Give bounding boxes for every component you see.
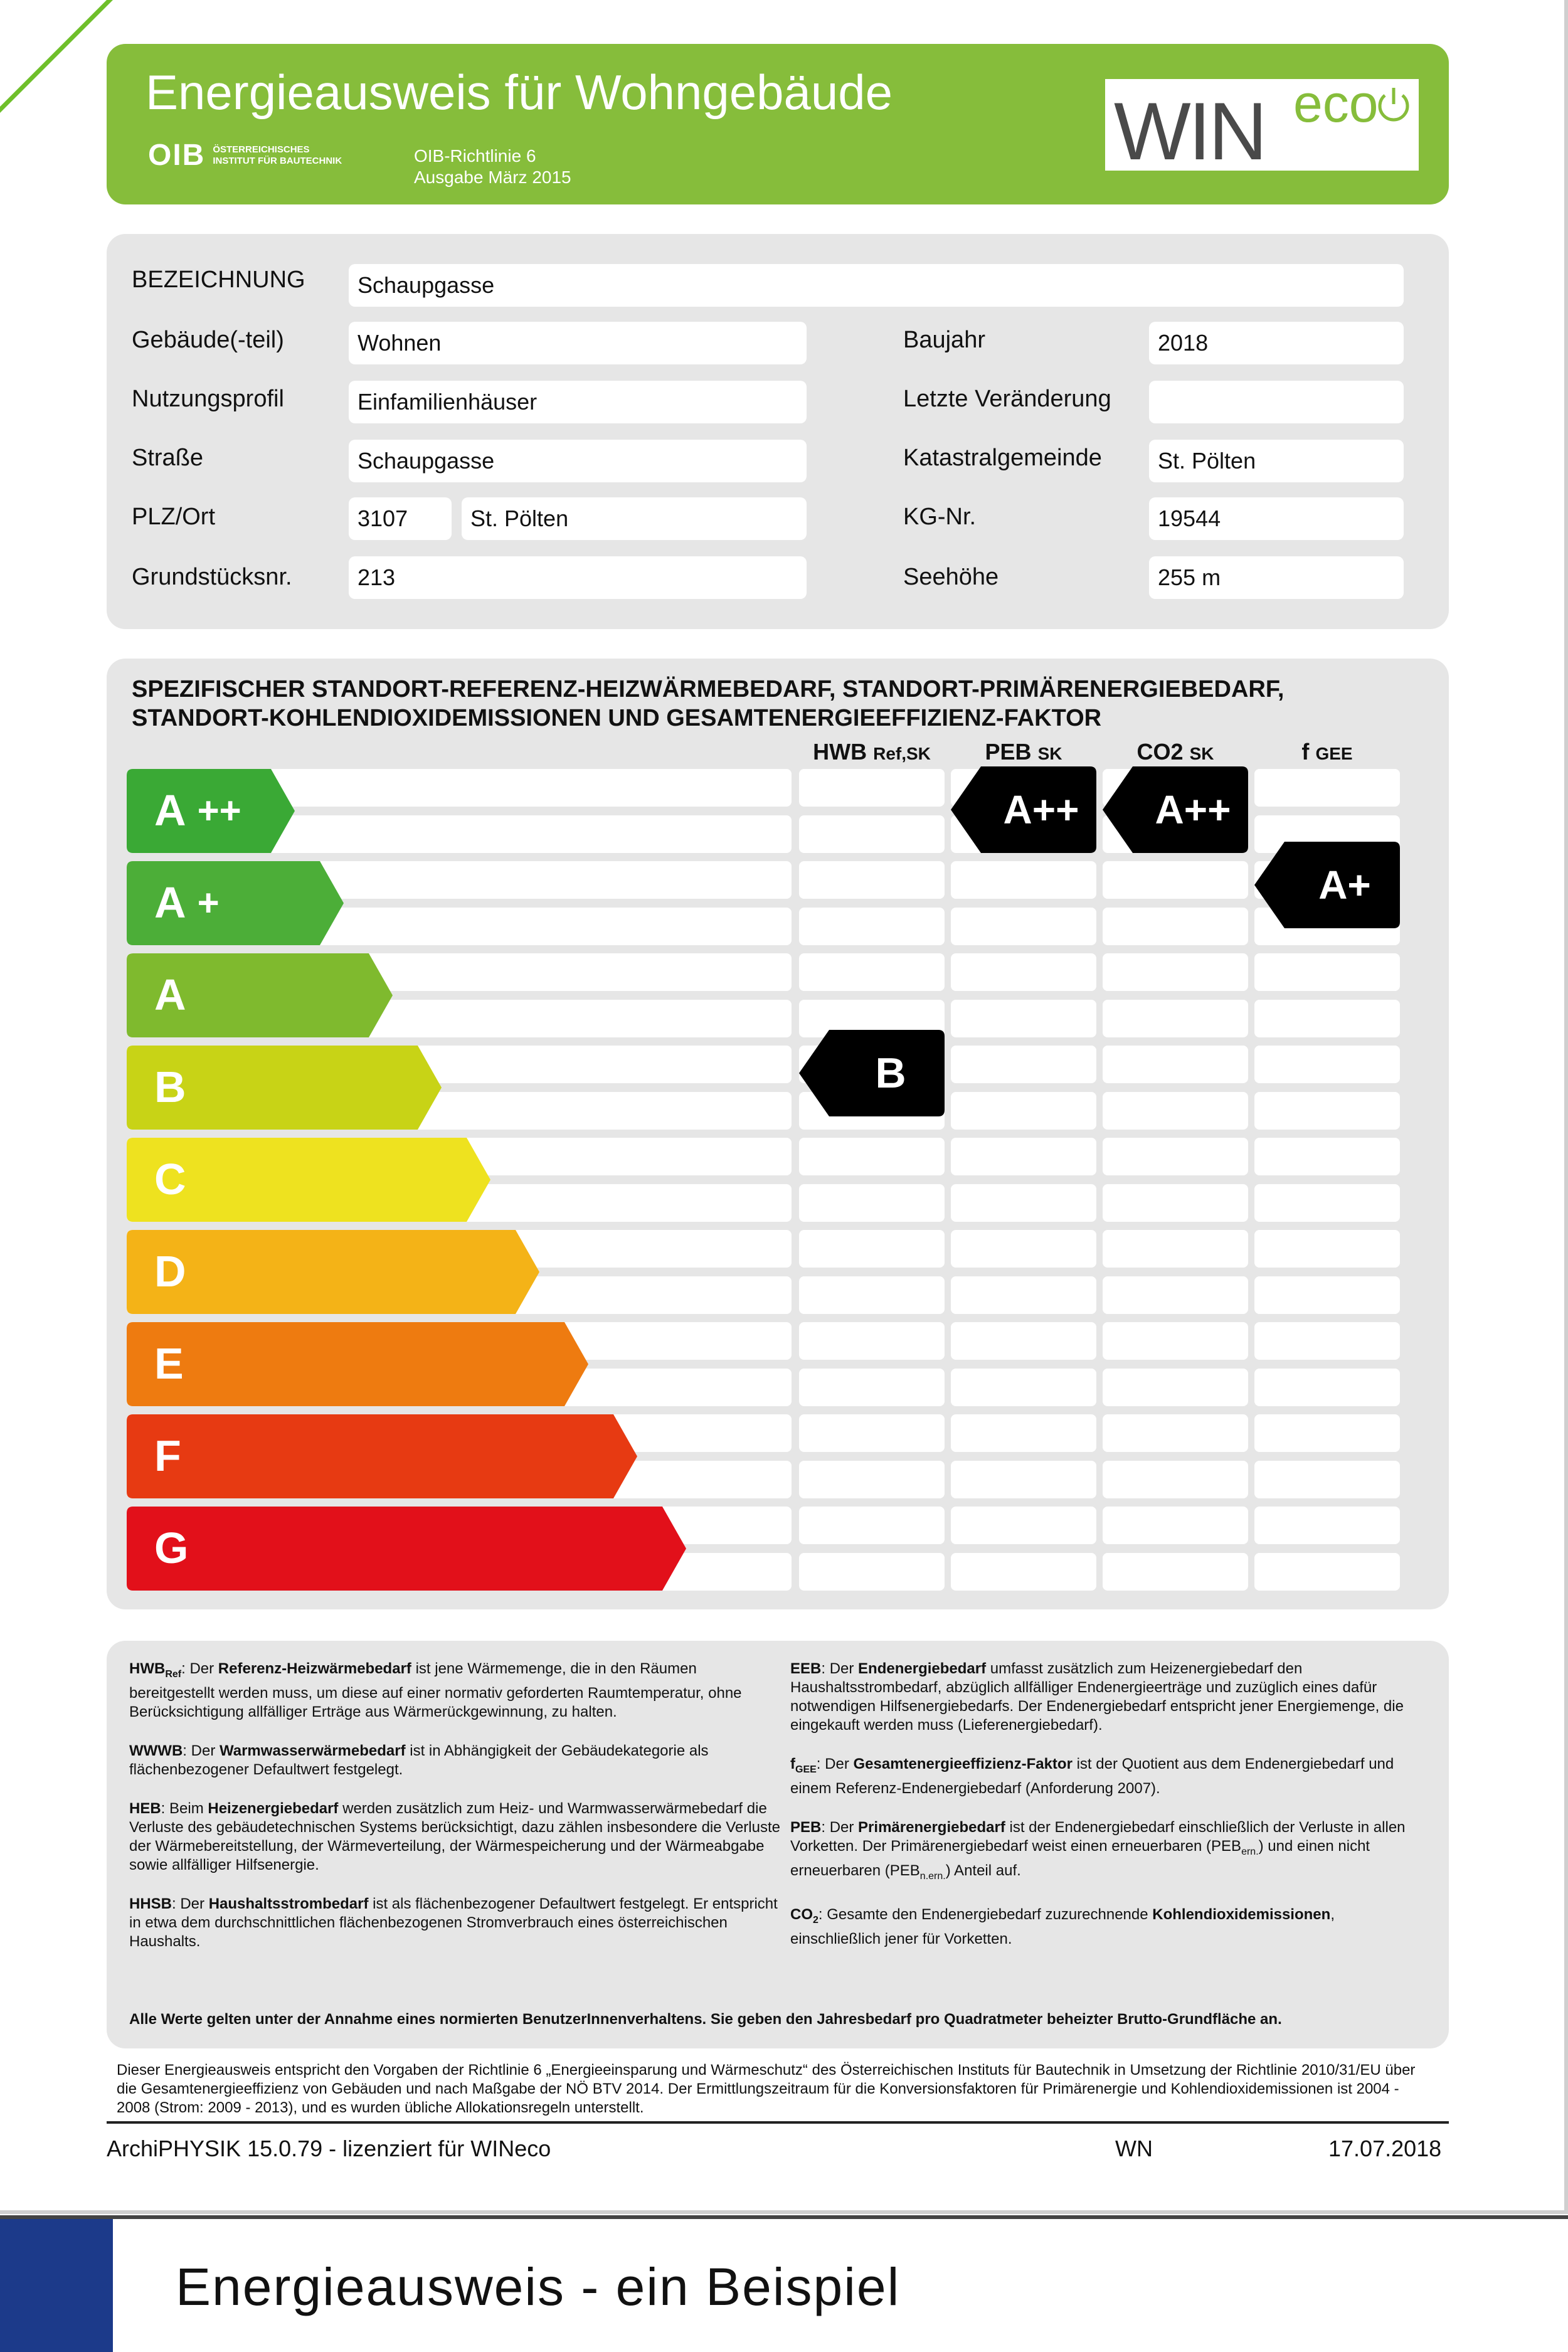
def-co2 [790, 1905, 1424, 1949]
class-label [127, 1230, 198, 1313]
class-label [127, 1322, 195, 1405]
grid-cell-co2 [1103, 1230, 1248, 1268]
col-peb-label: PEB [985, 739, 1032, 765]
col-co2-sub: SK [1189, 744, 1214, 763]
rating-hwb: B [875, 1049, 906, 1097]
page-title: Energieausweis für Wohngebäude [146, 65, 893, 120]
oib-logo [148, 138, 342, 172]
definitions-panel [107, 1641, 1449, 2048]
def-co2-text: , einschließlich jener für Vorketten. [790, 1906, 1335, 1948]
def-hwb-abbr: HWB [129, 1660, 166, 1677]
definitions-left [129, 1660, 781, 1971]
class-letter: B [154, 1062, 186, 1111]
def-fgee [790, 1755, 1424, 1798]
def-fgee-pre: : Der [816, 1756, 854, 1772]
class-bar-shape [127, 1414, 637, 1498]
class-label [127, 1138, 198, 1221]
def-co2-abbr-sub: 2 [813, 1915, 818, 1926]
grid-cell-fgee [1254, 1414, 1400, 1452]
label-seehoehe: Seehöhe [903, 564, 999, 590]
grid-cell-peb [951, 1322, 1096, 1360]
def-peb-pre: : Der [821, 1818, 859, 1836]
guideline-name: OIB-Richtlinie 6 [414, 146, 536, 166]
footer-software: ArchiPHYSIK 15.0.79 - lizenziert für WINeco [107, 2136, 551, 2161]
def-heb-abbr: HEB [129, 1799, 161, 1817]
caption-title: Energieausweis - ein Beispiel [176, 2257, 901, 2316]
def-co2-pre: : Gesamte den Endenergiebedarf zuzurechnende [818, 1906, 1153, 1924]
rating-co2: A++ [1155, 787, 1231, 832]
grid-cell-co2 [1103, 953, 1248, 991]
rating-marker-co2 [1103, 766, 1248, 853]
class-letter: C [154, 1155, 186, 1204]
grid-cell-hwb [799, 1461, 945, 1498]
grid-cell-hwb [799, 1138, 945, 1175]
grid-cell-fgee [1254, 1000, 1400, 1037]
rating-peb: A++ [1003, 787, 1079, 832]
def-wwwb-bold: Warmwasserwärmebedarf [219, 1742, 406, 1759]
class-label [127, 1414, 193, 1497]
col-header-co2 [1103, 739, 1248, 765]
oib-mark: OIB [148, 139, 206, 172]
grid-cell-co2 [1103, 861, 1248, 899]
def-hhsb [129, 1895, 781, 1951]
grid-cell-fgee [1254, 1230, 1400, 1268]
col-header-hwb [799, 739, 945, 765]
grid-cell-hwb [799, 953, 945, 991]
grid-cell-co2 [1103, 1369, 1248, 1406]
field-kg[interactable]: 19544 [1149, 497, 1404, 540]
guideline-info [414, 146, 571, 188]
def-peb-sub-2: n.ern. [919, 1870, 946, 1882]
col-f-label: f [1301, 739, 1310, 765]
class-bar-7 [127, 1414, 638, 1498]
definitions-right [790, 1660, 1424, 1969]
label-nutzung: Nutzungsprofil [132, 386, 284, 412]
grid-cell-fgee [1254, 1046, 1400, 1083]
field-baujahr[interactable]: 2018 [1149, 322, 1404, 364]
scale-title [132, 675, 1284, 733]
def-heb-bold: Heizenergiebedarf [208, 1799, 339, 1817]
col-co2-label: CO2 [1136, 739, 1184, 765]
col-f-sub: GEE [1315, 744, 1353, 763]
class-letter: D [154, 1247, 186, 1296]
oib-line-2: INSTITUT FÜR BAUTECHNIK [213, 155, 342, 166]
label-gebaeude: Gebäude(-teil) [132, 327, 284, 353]
grid-cell-hwb [799, 1276, 945, 1314]
field-veraenderung[interactable] [1149, 381, 1404, 423]
field-bezeichnung[interactable]: Schaupgasse [349, 264, 1404, 307]
field-plz[interactable]: 3107 [349, 497, 452, 540]
def-peb-text-2: ) und einen nicht erneuerbaren (PEB [790, 1837, 1370, 1879]
grid-cell-hwb [799, 1230, 945, 1268]
def-heb-text: werden zusätzlich zum Heiz- und Warmwasserwärmebedarf die Verluste des gebäudetechnischen Systems berücksichtigt, dazu zählen insbesondere die Verluste der Wärmebereitstellung, der Wärmeverteilung, der Wärmespeicherung und der Wärmeabgabe sowie allfälliger Hilfsenergie. [129, 1799, 780, 1873]
def-peb-text-1: ist der Endenergiebedarf einschließlich der Verluste in allen Vorketten. Der Primärenergiebedarf weist einen erneuerbaren (PEB [790, 1818, 1406, 1855]
def-eeb-text: umfasst zusätzlich zum Heizenergiebedarf den Haushaltsstrombedarf, abzüglich allfälliger Endenergieerträge und zuzüglich eines dafür notwendigen Hilfsenergiebedarfs. Der Endenergiebedarf entspricht jener Energiemenge, die eingekauft werden muss (Lieferenergiebedarf). [790, 1660, 1404, 1734]
efficiency-scale-panel [107, 659, 1449, 1609]
rating-marker-hwb [799, 1030, 945, 1116]
label-plz: PLZ/Ort [132, 504, 216, 530]
grid-cell-hwb [799, 908, 945, 945]
class-letter: A [154, 878, 186, 927]
field-ort[interactable]: St. Pölten [462, 497, 807, 540]
grid-cell-peb [951, 1138, 1096, 1175]
grid-cell-co2 [1103, 1461, 1248, 1498]
def-hhsb-text: ist als flächenbezogener Defaultwert festgelegt. Er entspricht in etwa dem durchschnittlichen flächenbezogenen Stromverbrauch eines österreichischen Haushalts. [129, 1895, 778, 1950]
grid-cell-peb [951, 1369, 1096, 1406]
def-hhsb-pre: : Der [172, 1895, 209, 1912]
class-bar-6 [127, 1322, 590, 1406]
def-eeb [790, 1660, 1424, 1735]
scale-title-line-1: SPEZIFISCHER STANDORT-REFERENZ-HEIZWÄRMEBEDARF, STANDORT-PRIMÄRENERGIEBEDARF, [132, 676, 1285, 702]
grid-cell-fgee [1254, 1184, 1400, 1222]
class-letter: A [154, 970, 186, 1019]
logo-win-text: WIN [1114, 85, 1265, 177]
def-hwb-pre: : Der [181, 1660, 218, 1677]
def-co2-abbr: CO [790, 1906, 813, 1924]
def-eeb-abbr: EEB [790, 1660, 822, 1677]
grid-cell-hwb [799, 815, 945, 853]
def-fgee-abbr: f [790, 1756, 795, 1772]
label-strasse: Straße [132, 445, 204, 471]
grid-cell-hwb [799, 769, 945, 807]
grid-cell-hwb [799, 1184, 945, 1222]
def-wwwb-abbr: WWWB [129, 1742, 183, 1759]
grid-cell-co2 [1103, 1553, 1248, 1591]
grid-cell-fgee [1254, 1138, 1400, 1175]
def-hwb-abbr-sub: Ref [165, 1668, 182, 1680]
class-label [127, 861, 220, 944]
grid-cell-fgee [1254, 1322, 1400, 1360]
grid-cell-co2 [1103, 1092, 1248, 1130]
field-nutzung[interactable]: Einfamilienhäuser [349, 381, 807, 423]
power-icon [1376, 87, 1411, 124]
class-label [127, 769, 241, 852]
field-seehoehe[interactable]: 255 m [1149, 556, 1404, 599]
label-kataster: Katastralgemeinde [903, 445, 1102, 471]
grid-cell-hwb [799, 1322, 945, 1360]
class-letter: F [154, 1431, 181, 1480]
def-co2-bold: Kohlendioxidemissionen [1152, 1906, 1331, 1924]
grid-cell-peb [951, 1046, 1096, 1083]
col-peb-sub: SK [1037, 744, 1062, 763]
caption-accent [0, 2219, 113, 2352]
def-heb-pre: : Beim [161, 1799, 208, 1817]
def-peb-text-3: ) Anteil auf. [945, 1862, 1021, 1879]
class-letter: G [154, 1523, 189, 1572]
oib-line-1: ÖSTERREICHISCHES [213, 144, 310, 155]
grid-cell-fgee [1254, 1461, 1400, 1498]
grid-cell-peb [951, 1230, 1096, 1268]
grid-cell-hwb [799, 1553, 945, 1591]
def-wwwb [129, 1742, 781, 1779]
def-hwb-text: ist jene Wärmemenge, die in den Räumen bereitgestellt werden muss, um diese auf einer normativ geforderten Raumtemperatur, ohne Berücksichtigung allfälliger Erträge aus Wärmerückgewinnung, zu halten. [129, 1660, 742, 1720]
footer-rule [107, 2121, 1449, 2124]
grid-cell-co2 [1103, 1507, 1248, 1544]
def-eeb-pre: : Der [821, 1660, 859, 1677]
corner-accent-inner [0, 0, 107, 107]
grid-cell-co2 [1103, 1414, 1248, 1452]
col-hwb-sub: Ref,SK [873, 744, 931, 763]
label-veraenderung: Letzte Veränderung [903, 386, 1111, 412]
grid-cell-peb [951, 1092, 1096, 1130]
def-fgee-abbr-sub: GEE [795, 1764, 817, 1775]
grid-cell-co2 [1103, 1276, 1248, 1314]
footer-date: 17.07.2018 [1328, 2136, 1442, 2161]
grid-cell-fgee [1254, 1369, 1400, 1406]
label-grund: Grundstücksnr. [132, 564, 292, 590]
grid-cell-fgee [1254, 1092, 1400, 1130]
def-hwb [129, 1660, 781, 1722]
class-label [127, 1046, 198, 1128]
grid-cell-peb [951, 1184, 1096, 1222]
rating-marker-peb [951, 766, 1096, 853]
grid-cell-hwb [799, 1507, 945, 1544]
grid-cell-peb [951, 908, 1096, 945]
def-peb [790, 1818, 1424, 1886]
def-peb-abbr: PEB [790, 1818, 822, 1836]
grid-cell-peb [951, 1000, 1096, 1037]
oib-institute-name [213, 144, 342, 167]
def-hhsb-abbr: HHSB [129, 1895, 172, 1912]
grid-cell-co2 [1103, 1046, 1248, 1083]
rating-marker-fgee [1254, 842, 1400, 928]
grid-cell-co2 [1103, 1138, 1248, 1175]
grid-cell-co2 [1103, 1322, 1248, 1360]
class-bar-8 [127, 1507, 687, 1591]
definitions-footnote: Alle Werte gelten unter der Annahme eines normierten BenutzerInnenverhaltens. Sie geben den Jahresbedarf pro Quadratmeter beheizter Brutto-Grundfläche an. [129, 2011, 1282, 2028]
def-hhsb-bold: Haushaltsstrombedarf [208, 1895, 369, 1912]
grid-cell-peb [951, 1414, 1096, 1452]
class-letter: E [154, 1339, 184, 1388]
field-grund[interactable]: 213 [349, 556, 807, 599]
legal-notice: Dieser Energieausweis entspricht den Vorgaben der Richtlinie 6 „Energieeinsparung und Wärmeschutz“ des Österreichischen Instituts für Bautechnik in Umsetzung der Richtlinie 2010/31/EU über die Gesamtenergieeffizienz von Gebäuden und nach Maßgabe der NÖ BTV 2014. Der Ermittlungszeitraum für die Konversionsfaktoren für Primärenergie und Kohlendioxidemissionen ist 2004 - 2008 (Strom: 2009 - 2013), und es wurden übliche Allokationsregeln unterstellt. [117, 2062, 1416, 2116]
grid-cell-co2 [1103, 1000, 1248, 1037]
field-strasse[interactable]: Schaupgasse [349, 440, 807, 482]
class-modifier: ++ [197, 789, 241, 832]
label-baujahr: Baujahr [903, 327, 985, 353]
def-eeb-bold: Endenergiebedarf [858, 1660, 987, 1677]
guideline-edition: Ausgabe März 2015 [414, 167, 571, 187]
wineco-logo [1105, 74, 1419, 177]
grid-cell-fgee [1254, 1507, 1400, 1544]
header-banner [107, 44, 1449, 204]
footer-code: WN [1115, 2136, 1153, 2161]
col-hwb-label: HWB [813, 739, 867, 765]
grid-cell-hwb [799, 861, 945, 899]
logo-eco-text: eco [1293, 74, 1379, 133]
def-fgee-bold: Gesamtenergieeffizienz-Faktor [853, 1756, 1073, 1772]
grid-cell-co2 [1103, 1184, 1248, 1222]
def-heb [129, 1799, 781, 1875]
grid-cell-co2 [1103, 908, 1248, 945]
def-wwwb-text: ist in Abhängigkeit der Gebäudekategorie als flächenbezogener Defaultwert festgelegt. [129, 1742, 709, 1778]
def-peb-sub-1: ern. [1241, 1846, 1259, 1857]
class-letter: A [154, 786, 186, 835]
grid-cell-hwb [799, 1369, 945, 1406]
label-bezeichnung: BEZEICHNUNG [132, 267, 305, 293]
grid-cell-peb [951, 1276, 1096, 1314]
grid-cell-peb [951, 953, 1096, 991]
class-label [127, 1507, 199, 1589]
grid-cell-hwb [799, 1414, 945, 1452]
field-kataster[interactable]: St. Pölten [1149, 440, 1404, 482]
class-modifier: + [197, 881, 220, 924]
class-bar-shape [127, 1507, 686, 1591]
def-wwwb-pre: : Der [183, 1742, 220, 1759]
grid-cell-peb [951, 1553, 1096, 1591]
def-fgee-text: ist der Quotient aus dem Endenergiebedarf und einem Referenz-Endenergiebedarf (Anforderung 2007). [790, 1756, 1394, 1797]
col-header-peb [951, 739, 1096, 765]
col-header-fgee [1254, 739, 1400, 765]
rating-fgee: A+ [1318, 862, 1371, 908]
grid-cell-fgee [1254, 1276, 1400, 1314]
class-bar-shape [127, 1322, 588, 1406]
label-kg: KG-Nr. [903, 504, 977, 530]
grid-cell-peb [951, 1461, 1096, 1498]
class-label [127, 953, 198, 1036]
field-gebaeude[interactable]: Wohnen [349, 322, 807, 364]
building-info-panel [107, 234, 1449, 629]
grid-cell-fgee [1254, 769, 1400, 807]
scale-title-line-2: STANDORT-KOHLENDIOXIDEMISSIONEN UND GESAMTENERGIEEFFIZIENZ-FAKTOR [132, 705, 1102, 731]
grid-cell-fgee [1254, 1553, 1400, 1591]
grid-cell-fgee [1254, 953, 1400, 991]
grid-cell-peb [951, 1507, 1096, 1544]
def-peb-bold: Primärenergiebedarf [858, 1818, 1005, 1836]
grid-cell-peb [951, 861, 1096, 899]
def-hwb-bold: Referenz-Heizwärmebedarf [218, 1660, 411, 1677]
